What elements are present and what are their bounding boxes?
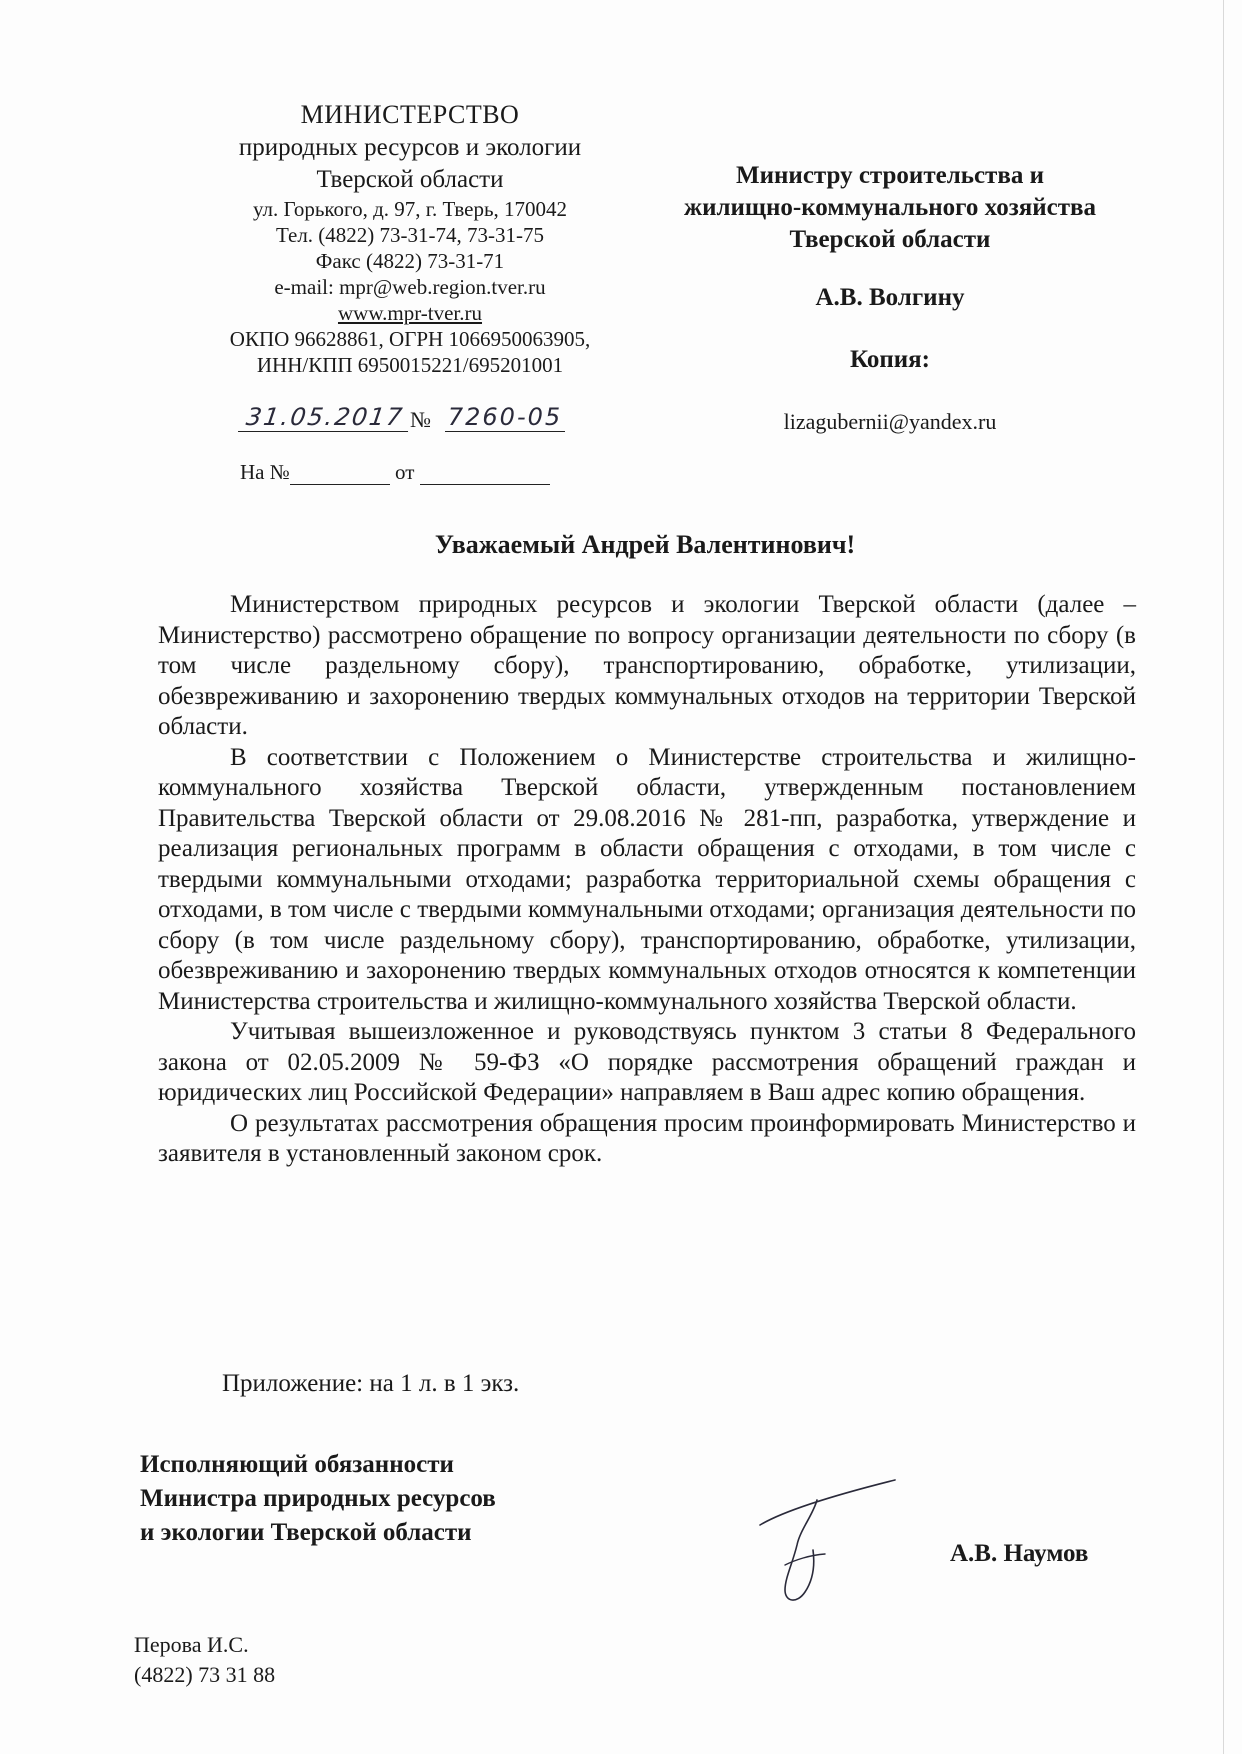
sender-fax: Факс (4822) 73-31-71 — [315, 249, 505, 273]
recipient-line3: Тверской области — [789, 226, 991, 253]
recipient-name: А.В. Волгину — [815, 284, 965, 311]
reference-number-blank — [290, 464, 390, 485]
body-paragraph-1: Министерством природных ресурсов и экологии Тверской области (далее – Министерство) рассмотрено обращение по вопросу организации деятельности по сбору (в том числе раздельному сбору), транспортированию, обработке, утилизации, обезвреживанию и захоронению твердых коммунальных отходов на территории Тверской области. — [158, 591, 1136, 740]
signatory-title — [140, 1448, 620, 1550]
executor-phone: (4822) 73 31 88 — [134, 1662, 276, 1687]
body-paragraph-4: О результатах рассмотрения обращения просим проинформировать Министерство и заявителя в установленный законом срок. — [158, 1109, 1136, 1167]
signer-name: А.В. Наумов — [950, 1540, 1089, 1567]
reference-label: На № — [240, 460, 290, 484]
sender-org-line2: природных ресурсов и экологии — [238, 134, 582, 161]
executor-block — [134, 1630, 275, 1690]
letter-body — [158, 590, 1136, 1170]
signatory-title-line3: и экологии Тверской области — [140, 1519, 472, 1546]
sender-address: ул. Горького, д. 97, г. Тверь, 170042 — [252, 197, 568, 221]
copy-email: lizagubernii@yandex.ru — [783, 409, 997, 434]
registration-date: 31.05.2017 — [238, 403, 412, 432]
attachment-note: Приложение: на 1 л. в 1 экз. — [222, 1370, 520, 1397]
recipient-line2: жилищно-коммунального хозяйства — [683, 194, 1097, 221]
sender-phone: Тел. (4822) 73-31-74, 73-31-75 — [275, 223, 545, 247]
reference-from-label: от — [395, 460, 415, 484]
sender-okpo: ОКПО 96628861, ОГРН 1066950063905, — [229, 327, 591, 351]
sender-website: www.mpr-tver.ru — [337, 301, 483, 325]
body-paragraph-2: В соответствии с Положением о Министерстве строительства и жилищно-коммунального хозяйства Тверской области, утвержденным постановлением Правительства Тверской области от 29.08.2016 № 281-пп, разработка, утверждение и реализация региональных программ в области обращения с отходами, в том числе с твердыми коммунальными отходами; разработка территориальной схемы обращения с отходами, в том числе с твердыми коммунальными отходами; организация деятельности по сбору (в том числе раздельному сбору), транспортированию, обработке, утилизации, обезвреживанию и захоронению твердых коммунальных отходов относятся к компетенции Министерства строительства и жилищно-коммунального хозяйства Тверской области. — [158, 743, 1136, 1015]
reference-line — [240, 460, 570, 490]
handwritten-signature — [755, 1470, 935, 1620]
registration-number: 7260-05 — [445, 403, 565, 432]
registration-line — [240, 403, 570, 433]
recipient-line1: Министру строительства и — [736, 162, 1044, 189]
reference-date-blank — [420, 464, 550, 485]
registration-number-label: № — [410, 407, 431, 432]
salutation: Уважаемый Андрей Валентинович! — [434, 530, 856, 559]
signatory-title-line1: Исполняющий обязанности — [140, 1451, 454, 1478]
sender-email: e-mail: mpr@web.region.tver.ru — [274, 275, 546, 299]
sender-org-title: МИНИСТЕРСТВО — [300, 100, 520, 129]
sender-inn: ИНН/КПП 6950015221/695201001 — [256, 353, 564, 377]
recipient-block — [650, 160, 1130, 438]
scan-edge-line — [1223, 0, 1224, 1754]
sender-block — [200, 98, 620, 378]
signatory-title-line2: Министра природных ресурсов — [140, 1485, 496, 1512]
sender-org-line3: Тверской области — [316, 166, 504, 193]
executor-name: Перова И.С. — [134, 1632, 249, 1657]
body-paragraph-3: Учитывая вышеизложенное и руководствуясь пунктом 3 статьи 8 Федерального закона от 02.05.2009 № 59-ФЗ «О порядке рассмотрения обращений граждан и юридических лиц Российской Федерации» направляем в Ваш адрес копию обращения. — [158, 1018, 1136, 1106]
copy-label: Копия: — [849, 346, 931, 373]
